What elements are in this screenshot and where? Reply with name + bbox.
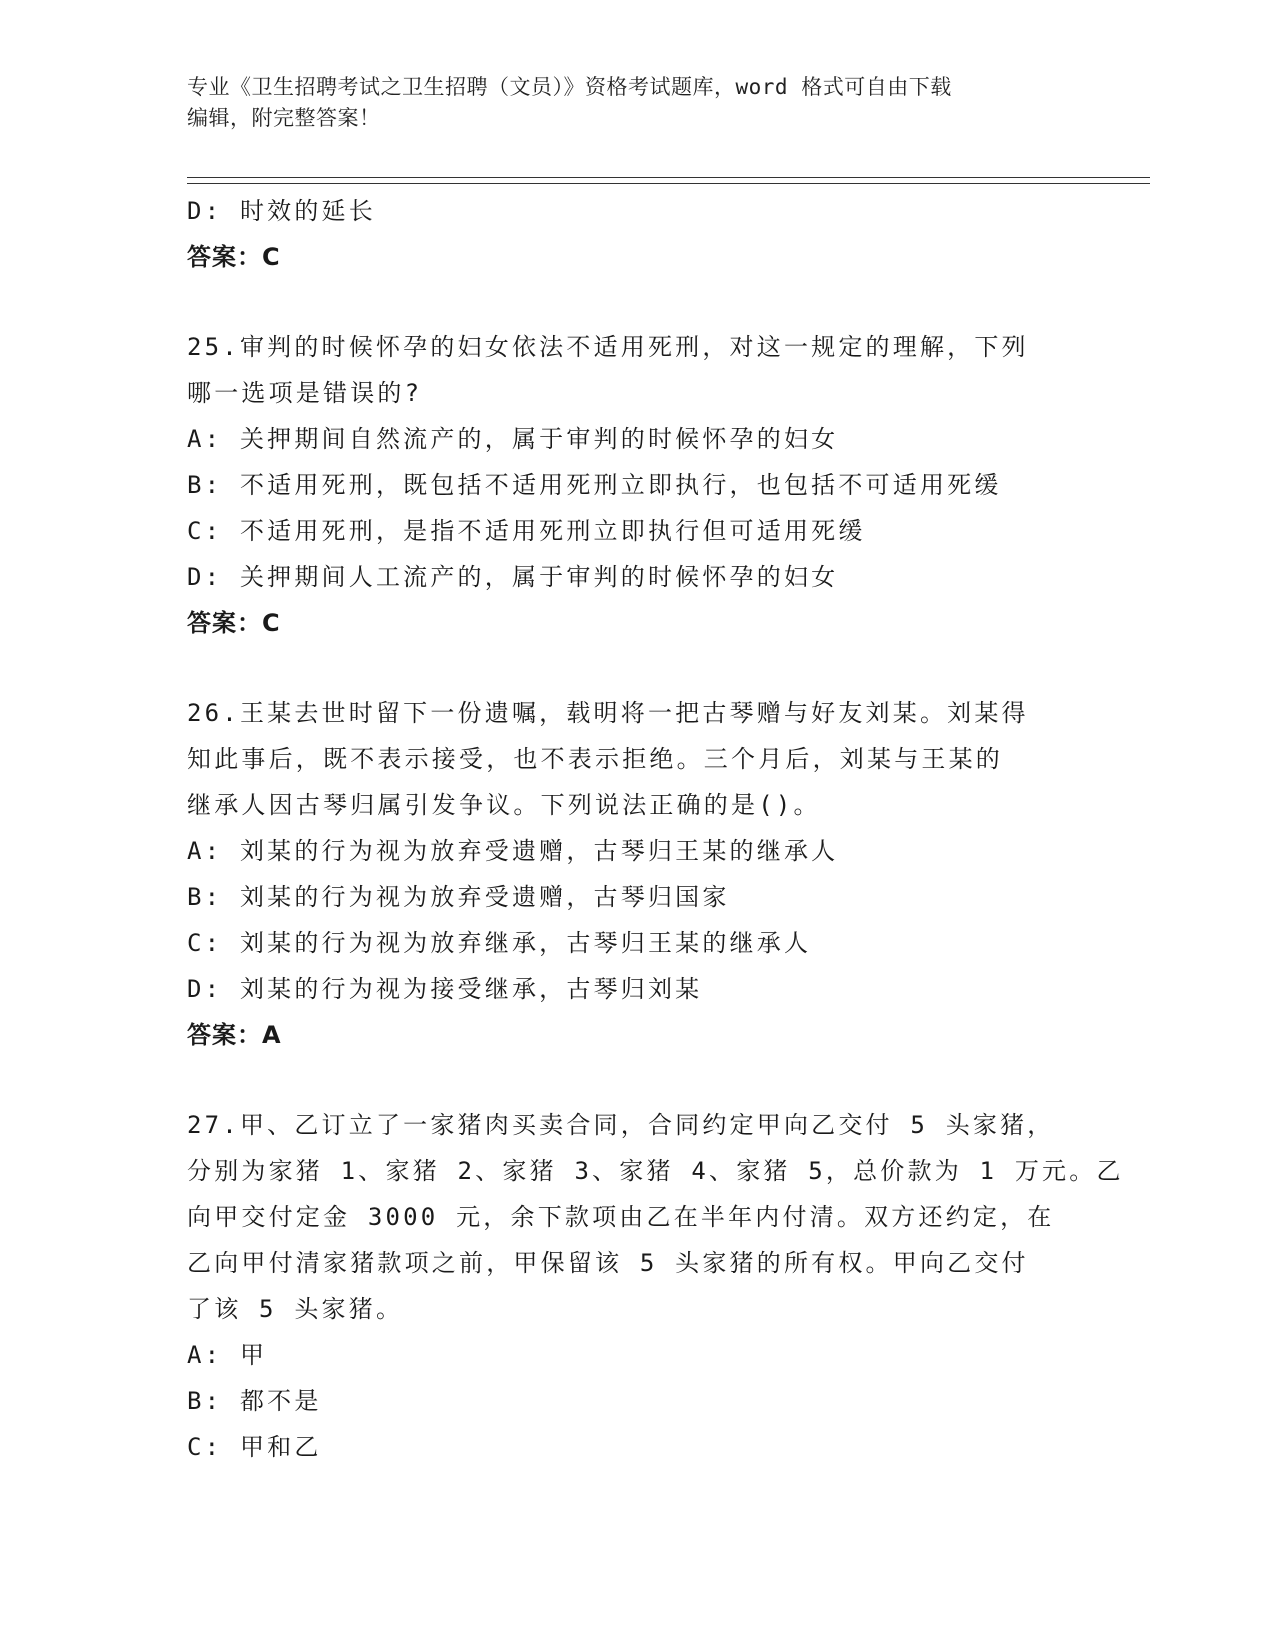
question-stem: 27.甲、乙订立了一家猪肉买卖合同，合同约定甲向乙交付 5 头家猪， [187,1111,1055,1139]
question-stem: 继承人因古琴归属引发争议。下列说法正确的是()。 [187,791,821,819]
question-26 [187,690,1087,1058]
option-d: D: 刘某的行为视为接受继承，古琴归刘某 [187,975,703,1003]
question-stem: 了该 5 头家猪。 [187,1295,404,1323]
option-b: B: 刘某的行为视为放弃受遗赠，古琴归国家 [187,883,730,911]
answer-label: 答案：C [187,609,281,637]
option-b: B: 都不是 [187,1387,322,1415]
header-divider-bottom [187,183,1150,184]
question-stem: 分别为家猪 1、家猪 2、家猪 3、家猪 4、家猪 5，总价款为 1 万元。乙 [187,1157,1124,1185]
question-24-tail [187,188,1087,280]
spacer [187,280,1087,324]
question-stem: 乙向甲付清家猪款项之前，甲保留该 5 头家猪的所有权。甲向乙交付 [187,1249,1029,1277]
option-a: A: 关押期间自然流产的，属于审判的时候怀孕的妇女 [187,425,839,453]
option-d: D: 时效的延长 [187,197,376,225]
option-a: A: 甲 [187,1341,268,1369]
answer-label: 答案：A [187,1021,282,1049]
question-stem: 25.审判的时候怀孕的妇女依法不适用死刑，对这一规定的理解，下列 [187,333,1029,361]
question-stem: 知此事后，既不表示接受，也不表示拒绝。三个月后，刘某与王某的 [187,745,1003,773]
question-stem: 向甲交付定金 3000 元，余下款项由乙在半年内付清。双方还约定，在 [187,1203,1055,1231]
header-divider-top [187,177,1150,178]
option-b: B: 不适用死刑，既包括不适用死刑立即执行，也包括不可适用死缓 [187,471,1002,499]
option-d: D: 关押期间人工流产的，属于审判的时候怀孕的妇女 [187,563,839,591]
document-header [187,72,1087,134]
question-stem: 哪一选项是错误的? [187,379,423,407]
spacer [187,646,1087,690]
header-line-2: 编辑，附完整答案！ [187,106,381,130]
option-c: C: 不适用死刑，是指不适用死刑立即执行但可适用死缓 [187,517,866,545]
question-list [187,188,1124,1470]
option-c: C: 刘某的行为视为放弃继承，古琴归王某的继承人 [187,929,812,957]
question-stem: 26.王某去世时留下一份遗嘱，载明将一把古琴赠与好友刘某。刘某得 [187,699,1029,727]
spacer [187,1058,1087,1102]
header-line-1: 专业《卫生招聘考试之卫生招聘（文员）》资格考试题库，word 格式可自由下载 [187,75,952,99]
option-a: A: 刘某的行为视为放弃受遗赠，古琴归王某的继承人 [187,837,839,865]
option-c: C: 甲和乙 [187,1433,322,1461]
question-27 [187,1102,1124,1470]
answer-label: 答案：C [187,243,281,271]
question-25 [187,324,1087,646]
